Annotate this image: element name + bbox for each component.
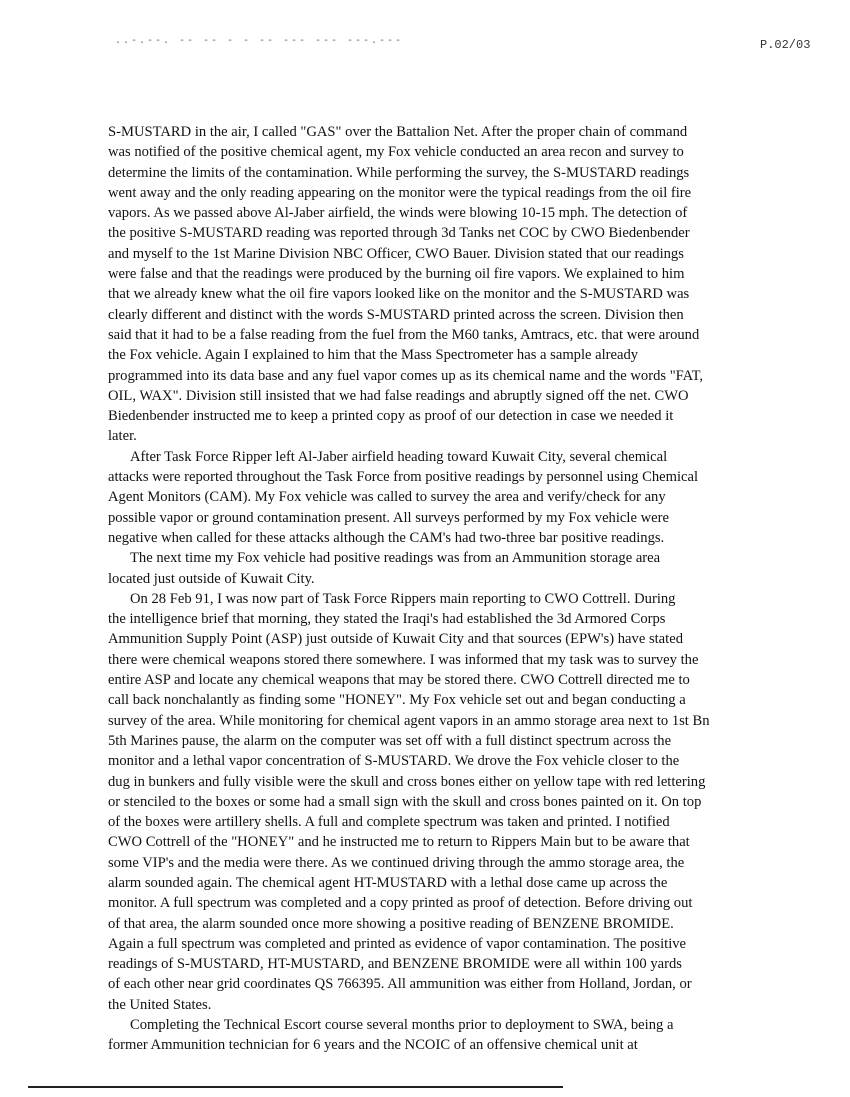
text-line: and myself to the 1st Marine Division NBC Officer, CWO Bauer. Division stated that our readings: [108, 245, 684, 262]
text-line: negative when called for these attacks although the CAM's had two-three bar positive readings.: [108, 529, 665, 546]
text-line: or stenciled to the boxes or some had a small sign with the skull and cross bones painted on it. On top: [108, 793, 702, 810]
text-line: readings of S-MUSTARD, HT-MUSTARD, and BENZENE BROMIDE were all within 100 yards: [108, 956, 682, 973]
text-line: On 28 Feb 91, I was now part of Task Force Rippers main reporting to CWO Cottrell. During: [130, 590, 676, 607]
text-line: former Ammunition technician for 6 years and the NCOIC of an offensive chemical unit at: [108, 1037, 638, 1054]
text-line: vapors. As we passed above Al-Jaber airfield, the winds were blowing 10-15 mph. The detection of: [108, 205, 688, 222]
text-line: survey of the area. While monitoring for chemical agent vapors in an ammo storage area next to 1st Bn: [108, 712, 710, 729]
footer-divider: [28, 1086, 563, 1088]
text-line: clearly different and distinct with the words S-MUSTARD printed across the screen. Division then: [108, 306, 684, 323]
text-line: programmed into its data base and any fuel vapor comes up as its chemical name and the words "FAT,: [108, 367, 704, 384]
text-line: the positive S-MUSTARD reading was reported through 3d Tanks net COC by CWO Biedenbender: [108, 225, 690, 242]
text-line: the Fox vehicle. Again I explained to him that the Mass Spectrometer has a sample already: [108, 347, 639, 364]
text-line: alarm sounded again. The chemical agent HT-MUSTARD with a lethal dose came up across the: [108, 874, 668, 891]
text-line: entire ASP and locate any chemical weapons that may be stored there. CWO Cottrell directed me to: [108, 672, 690, 689]
text-line: said that it had to be a false reading from the fuel from the M60 tanks, Amtracs, etc. that were around: [108, 326, 700, 343]
text-line: there were chemical weapons stored there somewhere. I was informed that my task was to survey the: [108, 651, 699, 668]
text-line: monitor. A full spectrum was completed and a copy printed as proof of detection. Before driving out: [108, 895, 693, 912]
text-line: possible vapor or ground contamination present. All surveys performed by my Fox vehicle were: [108, 509, 669, 526]
text-line: were false and that the readings were produced by the burning oil fire vapors. We explained to him: [108, 266, 685, 283]
text-line: Agent Monitors (CAM). My Fox vehicle was called to survey the area and verify/check for any: [108, 489, 666, 506]
text-line: dug in bunkers and fully visible were the skull and cross bones either on yellow tape with red lettering: [108, 773, 706, 790]
text-line: After Task Force Ripper left Al-Jaber airfield heading toward Kuwait City, several chemical: [130, 448, 668, 465]
text-line: Completing the Technical Escort course several months prior to deployment to SWA, being a: [130, 1017, 674, 1034]
text-line: went away and the only reading appearing on the monitor were the typical readings from the oil fire: [108, 184, 692, 201]
text-line: of the boxes were artillery shells. A full and complete spectrum was taken and printed. I notified: [108, 814, 670, 831]
text-line: The next time my Fox vehicle had positive readings was from an Ammunition storage area: [130, 550, 661, 567]
text-line: that we already knew what the oil fire vapors looked like on the monitor and the S-MUSTARD was: [108, 286, 690, 303]
text-line: the United States.: [108, 996, 212, 1013]
text-line: of that area, the alarm sounded once more showing a positive reading of BENZENE BROMIDE.: [108, 915, 674, 932]
text-line: located just outside of Kuwait City.: [108, 570, 315, 587]
document-body: [108, 122, 808, 1056]
text-line: Ammunition Supply Point (ASP) just outside of Kuwait City and that sources (EPW's) have stated: [108, 631, 683, 648]
text-line: determine the limits of the contamination. While performing the survey, the S-MUSTARD readings: [108, 164, 690, 181]
text-line: S-MUSTARD in the air, I called "GAS" over the Battalion Net. After the proper chain of command: [108, 124, 688, 140]
text-line: Again a full spectrum was completed and printed as evidence of vapor contamination. The positive: [108, 935, 687, 952]
page-number: P.02/03: [760, 38, 811, 52]
text-line: was notified of the positive chemical agent, my Fox vehicle conducted an area recon and survey to: [108, 144, 684, 161]
text-line: monitor and a lethal vapor concentration of S-MUSTARD. We drove the Fox vehicle closer to the: [108, 753, 680, 770]
text-line: attacks were reported throughout the Task Force from positive readings by personnel using Chemical: [108, 469, 699, 486]
text-line: CWO Cottrell of the "HONEY" and he instructed me to return to Rippers Main but to be aware that: [108, 834, 690, 851]
text-line: 5th Marines pause, the alarm on the computer was set off with a full distinct spectrum across the: [108, 732, 672, 749]
text-line: later.: [108, 428, 137, 445]
text-line: Biedenbender instructed me to keep a printed copy as proof of our detection in case we needed it: [108, 408, 674, 425]
text-line: of each other near grid coordinates QS 766395. All ammunition was either from Holland, Jordan, or: [108, 976, 692, 993]
text-line: call back nonchalantly as finding some "HONEY". My Fox vehicle set out and began conducting a: [108, 692, 686, 709]
text-line: the intelligence brief that morning, they stated the Iraqi's had established the 3d Armored Corps: [108, 611, 666, 628]
fax-transmission-header: ..-.--. -- -- - - -- --- --- ---.---: [115, 36, 404, 47]
text-line: OIL, WAX". Division still insisted that we had false readings and abruptly signed off the net. CWO: [108, 387, 689, 404]
text-line: some VIP's and the media were there. As we continued driving through the ammo storage area, the: [108, 854, 685, 871]
